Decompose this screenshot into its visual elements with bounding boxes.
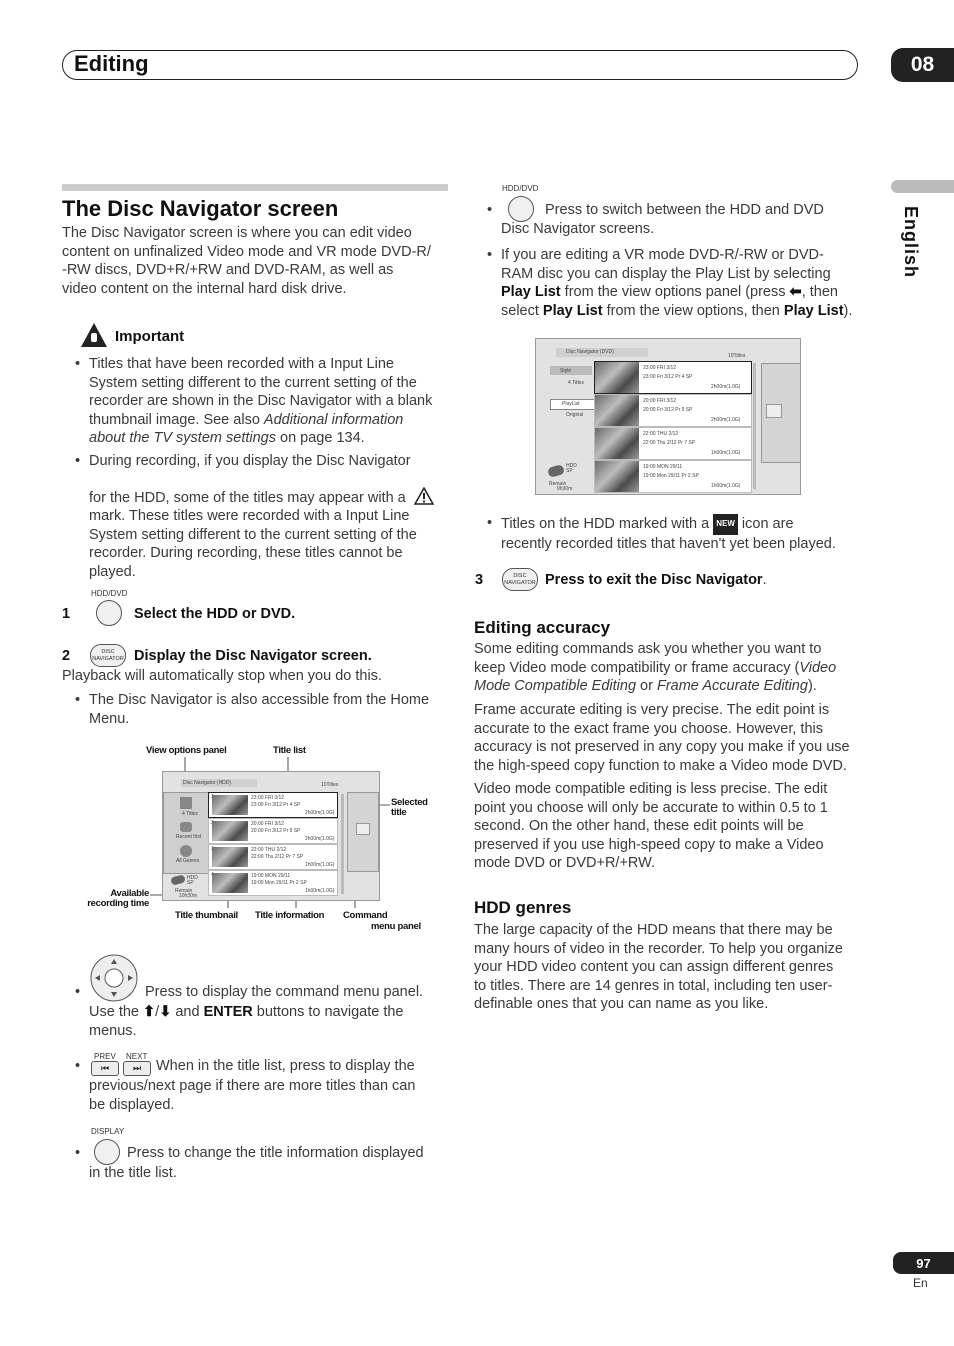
title-thumbnail — [595, 461, 639, 492]
hdd-icon — [170, 874, 186, 885]
hdd-dvd-caption-2: HDD/DVD — [502, 184, 539, 193]
screen-title: Disc Navigator (HDD) — [183, 780, 232, 786]
intro-paragraph: The Disc Navigator screen is where you can edit video content on unfinalized Video mode and VR mode DVD-R/ -RW discs, DVD+R/+RW and DVD-RAM, as well as video content on the internal hard disk drive. — [62, 225, 431, 297]
step-2-note: Playback will automatically stop when you do this. — [62, 668, 382, 684]
command-menu-panel[interactable] — [347, 792, 379, 872]
command-menu-panel-2[interactable] — [761, 363, 801, 463]
warning-hand-icon — [80, 322, 108, 348]
callout-title-thumbnail: Title thumbnail — [175, 910, 238, 921]
title-row[interactable]: 22:00 THU 2/12 22:00 Thu 2/12 Pr 7 SP 1h00m(1.0G) — [594, 427, 752, 460]
title-list-scrollbar[interactable] — [341, 794, 344, 894]
hdd-genres-paragraph: The large capacity of the HDD means that there may be many hours of video in the recorder. To help you organize your HDD video content you can assign different genres to titles. There are 14 genres in total, including ten user- definable ones that you can name as you like. — [474, 922, 843, 1013]
disc-navigator-button-icon: DISC NAVIGATOR — [90, 644, 126, 667]
nav-bullet-command-menu: Press to display the command menu panel. Use the ⬆/⬇ and ENTER buttons to navigate the menus. — [89, 984, 424, 1039]
nav-bullet-prev-next: When in the title list, press to display the previous/next page if there are more titles than can be displayed. — [89, 1058, 416, 1113]
playlist-bullet: If you are editing a VR mode DVD-R/-RW or DVD- RAM disc you can display the Play List by selecting Play List from the view options panel (press ⬅, then select Play List from the view options, then Play List). — [501, 247, 853, 319]
remain-panel-2: HDD SP Remain 0h30m — [540, 461, 596, 493]
title-thumbnail — [212, 847, 248, 867]
step-1-number: 1 — [62, 606, 71, 622]
important-heading: Important — [115, 328, 185, 345]
important-bullet-1: Titles that have been recorded with a Input Line System setting different to the current setting of the recorder are shown in the Disc Navigator with a blank thumbnail image. See also Additional information about the TV system settings on page 134. — [89, 356, 433, 447]
language-tab — [891, 180, 954, 193]
step-2-text: Display the Disc Navigator screen. — [134, 648, 372, 664]
hdd-genres-heading: HDD genres — [474, 898, 572, 917]
remain-panel: HDD SP Remain 10h30m — [165, 874, 205, 898]
step-2-bullet: The Disc Navigator is also accessible from the Home Menu. — [89, 692, 430, 727]
page-language: En — [913, 1276, 928, 1290]
section-title: The Disc Navigator screen — [62, 196, 339, 221]
callout-view-options: View options panel — [146, 745, 227, 756]
title-thumbnail — [595, 395, 639, 426]
new-icon-bullet: Titles on the HDD marked with a NEW icon are recently recorded titles that haven't yet been played. — [501, 514, 866, 553]
nav-bullet-display: Press to change the title information displayed in the title list. — [89, 1145, 424, 1181]
genre-icon — [180, 845, 192, 857]
up-arrow-icon: ⬆ — [143, 1003, 156, 1020]
screen2-count: 10Titles — [728, 353, 746, 359]
hdd-dvd-caption: HDD/DVD — [91, 589, 128, 598]
command-arrow-icon — [356, 823, 370, 835]
title-list[interactable] — [208, 792, 338, 898]
title-row[interactable]: 22:00 THU 2/12 22:00 Thu 2/12 Pr 7 SP 1h00m(1.0G) — [208, 844, 338, 870]
title-row[interactable]: 19:00 MON 29/11 19:00 Mon 29/11 Pr 2 SP 1h00m(1.0G) — [208, 870, 338, 896]
important-bullet-2: During recording, if you display the Disc Navigator for the HDD, some of the titles may appear with a mark. These titles were recorded with a Input Line System setting different to the current setting of the recorder. During recording, these titles cannot be played. — [89, 452, 454, 582]
language-label: English — [901, 206, 921, 279]
section-rule — [62, 184, 448, 191]
title-row[interactable]: 23:00 FRI 3/12 23:00 Fri 3/12 Pr 4 SP 2h00m(1.0G) — [208, 792, 338, 818]
down-arrow-icon: ⬇ — [159, 1003, 172, 1020]
disc-navigator-hdd-screen — [162, 771, 380, 901]
warning-triangle-icon — [414, 487, 434, 505]
callout-title-information: Title information — [255, 910, 325, 921]
header-bar — [62, 50, 858, 80]
title-thumbnail — [595, 362, 639, 393]
titles-view-icon — [180, 797, 192, 809]
callout-command-menu: Command menu panel — [343, 910, 421, 932]
hdd-icon — [547, 464, 565, 478]
editing-accuracy-p1: Some editing commands ask you whether you want to keep Video mode compatibility or frame accuracy (Video Mode Compatible Editing or Frame Accurate Editing). — [474, 641, 837, 695]
new-badge-icon: NEW — [713, 514, 738, 535]
callout-available-time: Available recording time — [87, 888, 149, 909]
title-thumbnail — [212, 873, 248, 893]
callout-title-list: Title list — [273, 745, 306, 756]
next-caption: NEXT — [126, 1052, 148, 1061]
step-2-number: 2 — [62, 648, 71, 664]
callout-selected-title: Selected title — [391, 797, 428, 818]
disc-navigator-dvd-screen — [535, 338, 801, 495]
bullet-dot: • — [75, 356, 81, 372]
title-thumbnail — [212, 795, 248, 815]
hdd-dvd-button-icon — [96, 600, 122, 626]
step-1-text: Select the HDD or DVD. — [134, 606, 296, 622]
chapter-title: Editing — [74, 51, 149, 76]
left-arrow-icon: ⬅ — [789, 284, 802, 301]
title-thumbnail — [595, 428, 639, 459]
page-number: 97 — [893, 1252, 954, 1274]
switch-bullet: Press to switch between the HDD and DVD Disc Navigator screens. — [501, 202, 824, 237]
title-list-2[interactable] — [594, 361, 750, 491]
editing-accuracy-heading: Editing accuracy — [474, 618, 611, 637]
title-list-scrollbar-2[interactable] — [753, 363, 756, 489]
title-row[interactable]: 19:00 MON 29/11 19:00 Mon 29/11 Pr 2 SP 1h00m(1.0G) — [594, 460, 752, 493]
view-options-panel-2[interactable]: Style 4 Titles PlayList Original — [536, 361, 596, 461]
display-caption: DISPLAY — [91, 1127, 125, 1136]
prev-button-icon: ⏮ — [91, 1061, 119, 1076]
chapter-number-badge: 08 — [891, 48, 954, 82]
editing-accuracy-p2: Frame accurate editing is very precise. The edit point is accurate to the exact frame you choose. However, this accuracy is not preserved in any copy you make if you use the high-speed copy function to make a Video mode DVD. — [474, 702, 850, 774]
title-row[interactable]: 20:00 FRI 3/12 20:00 Fri 3/12 Pr 9 SP 2h00m(1.0G) — [208, 818, 338, 844]
command-arrow-icon — [766, 404, 782, 418]
disc-navigator-button-icon-2: DISC NAVIGATOR — [502, 568, 538, 591]
step-3-number: 3 — [475, 572, 484, 588]
title-row[interactable]: 23:00 FRI 3/12 23:00 Fri 3/12 Pr 4 SP 2h00m(1.0G) — [594, 361, 752, 394]
editing-accuracy-p3: Video mode compatible editing is less precise. The edit point you choose will only be accurate to within 0.5 to 1 second. On the other hand, these edit points will be preserved if you use high-speed copy to make a Video mode DVD or DVD+R/+RW. — [474, 781, 828, 872]
prev-caption: PREV — [94, 1052, 116, 1061]
screen-title-count: 10Titles — [321, 782, 339, 788]
step-3-text: Press to exit the Disc Navigator. — [545, 572, 767, 588]
sort-icon — [180, 822, 192, 832]
title-row[interactable]: 20:00 FRI 3/12 20:00 Fri 3/12 Pr 9 SP 2h00m(1.0G) — [594, 394, 752, 427]
view-options-panel[interactable]: 4 Titles Recent first All Genres — [163, 792, 209, 874]
next-button-icon: ⏭ — [123, 1061, 151, 1076]
title-thumbnail — [212, 821, 248, 841]
screen2-title: Disc Navigator (DVD) — [566, 349, 614, 355]
